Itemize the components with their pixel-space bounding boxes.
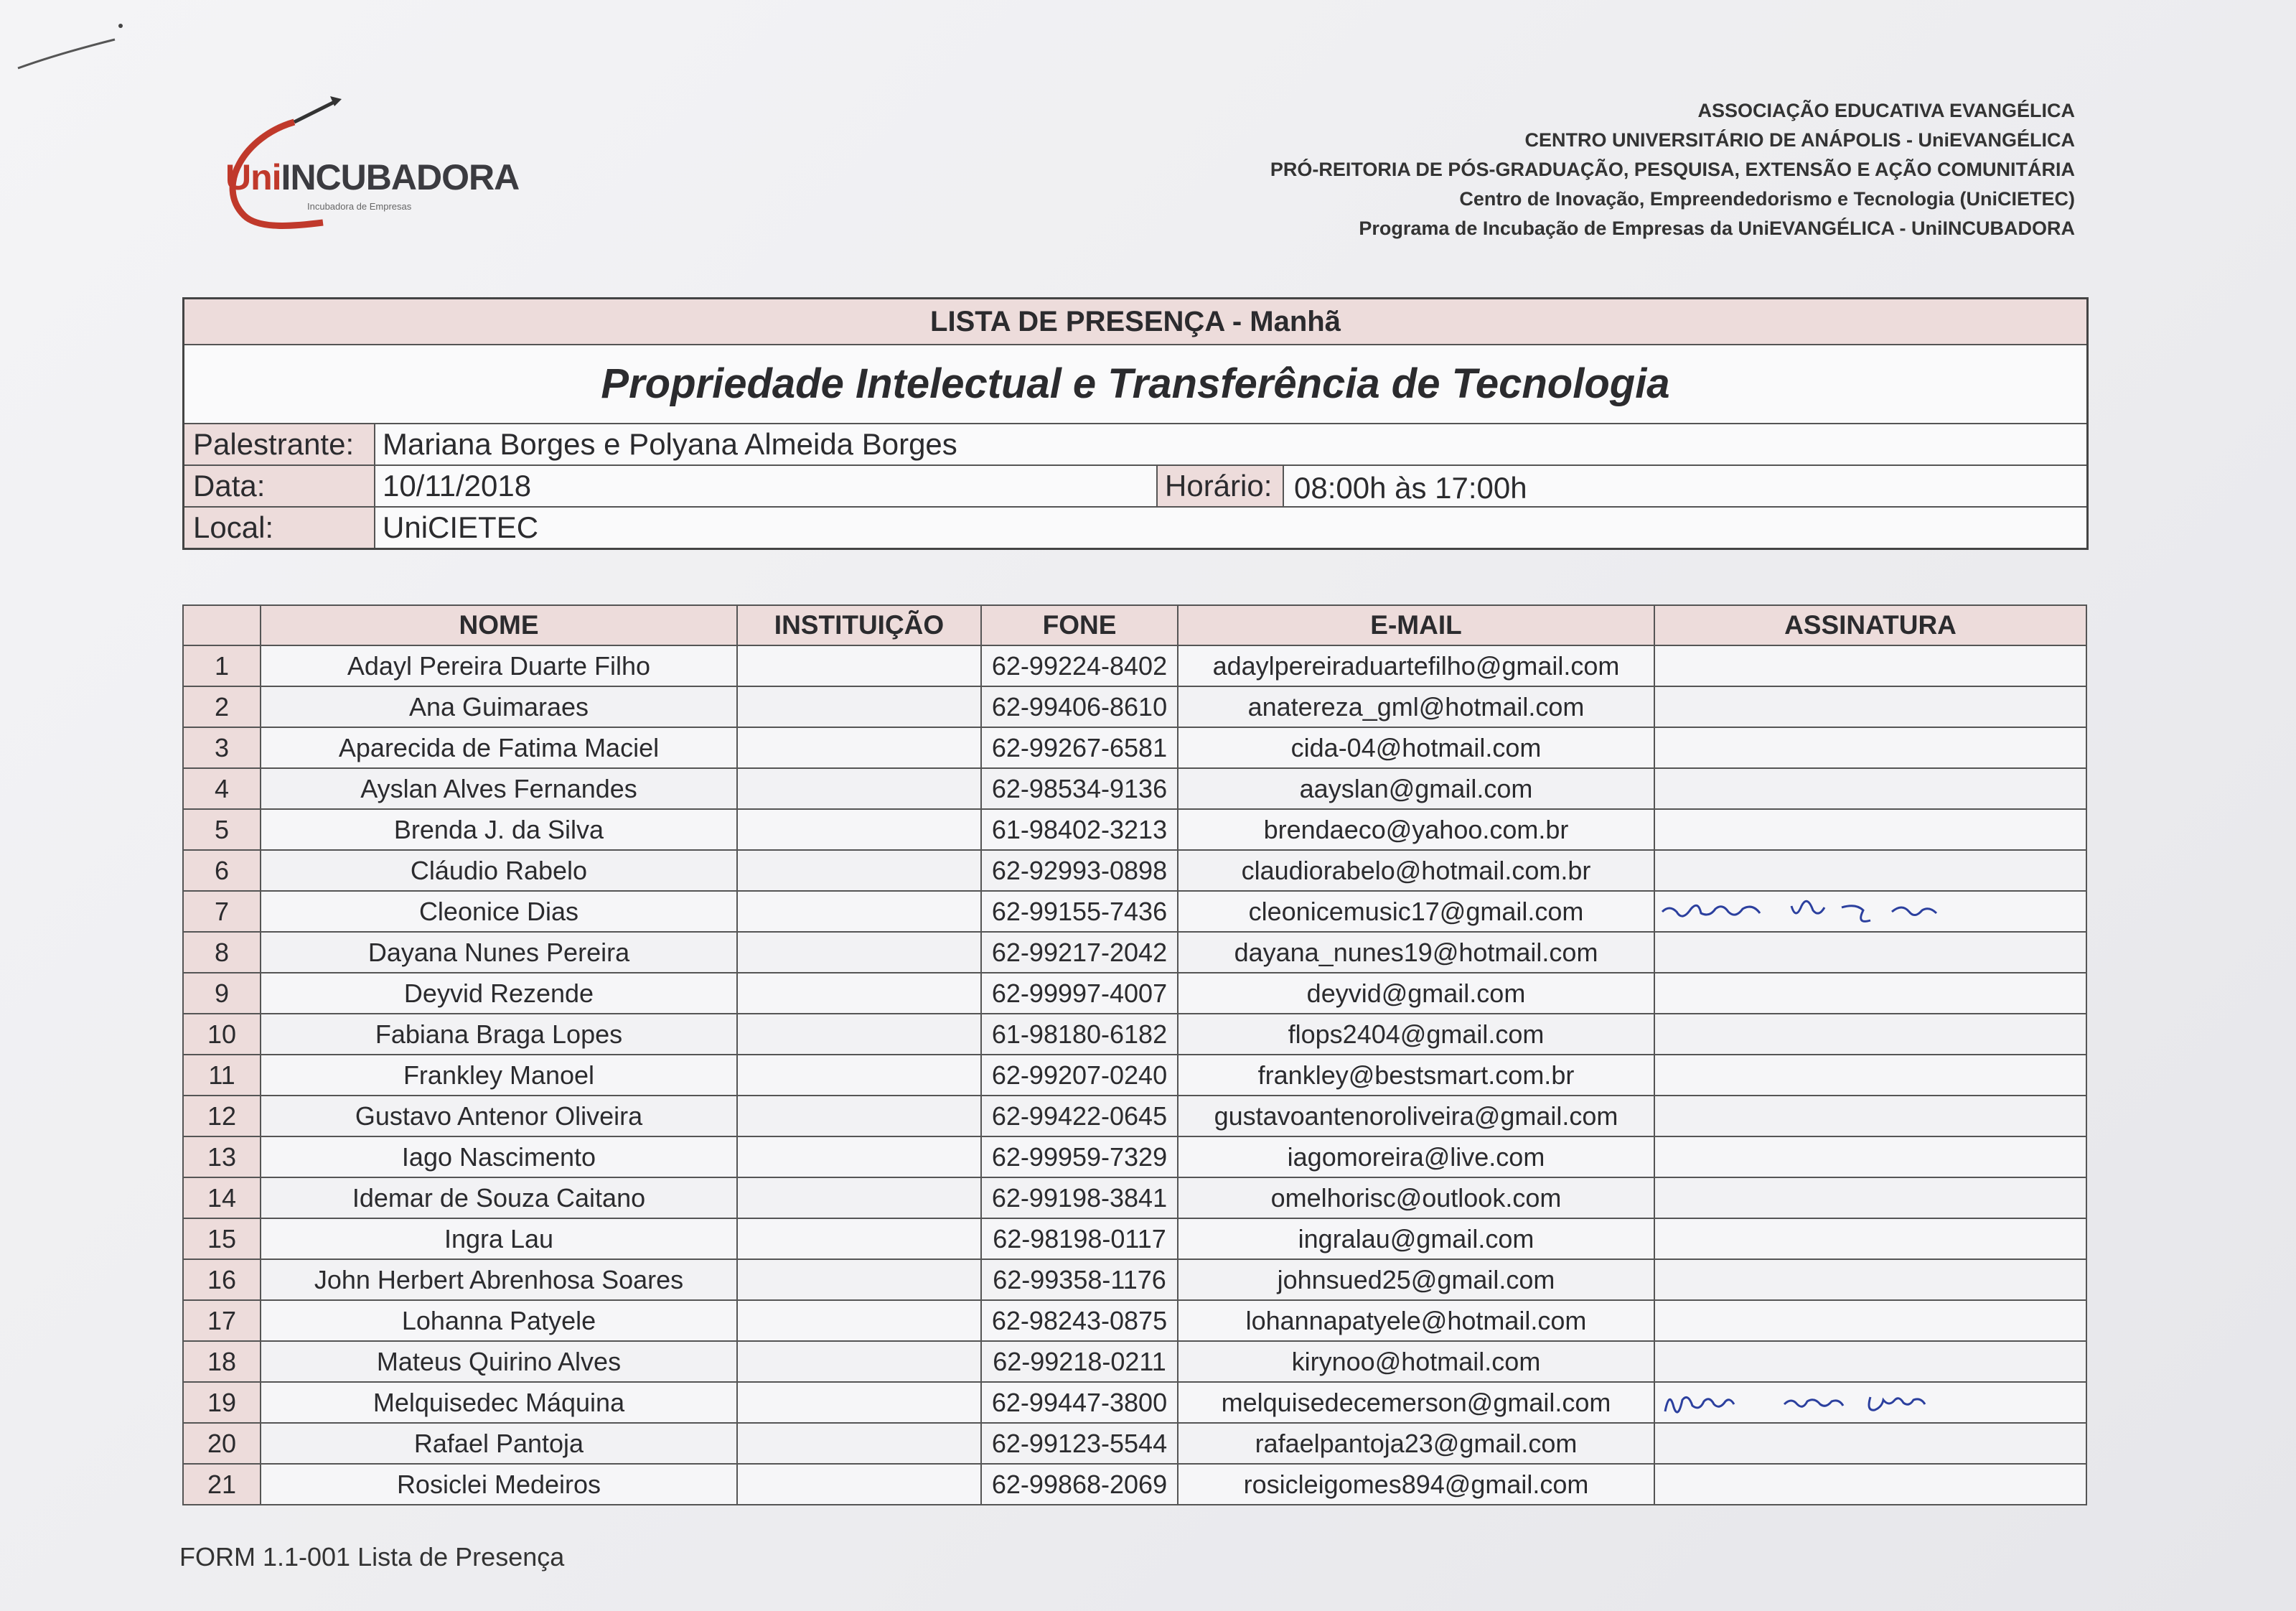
- table-row: [183, 727, 2086, 768]
- column-header-signature: ASSINATURA: [1654, 605, 2086, 645]
- email-cell: rafaelpantoja23@gmail.com: [1178, 1423, 1654, 1464]
- table-row: [183, 686, 2086, 727]
- institution-cell: [737, 1382, 981, 1423]
- speaker-row: [184, 424, 2086, 466]
- row-number-cell: 13: [183, 1136, 261, 1177]
- table-row: [183, 1136, 2086, 1177]
- name-cell: Dayana Nunes Pereira: [261, 932, 737, 973]
- column-header-number: [183, 605, 261, 645]
- row-number-cell: 21: [183, 1464, 261, 1505]
- institution-cell: [737, 1218, 981, 1259]
- institution-header: [1270, 96, 2075, 243]
- institution-line: Programa de Incubação de Empresas da UniEVANGÉLICA - UniINCUBADORA: [1359, 218, 2075, 239]
- phone-cell: 62-99959-7329: [981, 1136, 1178, 1177]
- signature-cell: [1654, 645, 2086, 686]
- phone-cell: 62-99218-0211: [981, 1341, 1178, 1382]
- name-cell: Cleonice Dias: [261, 891, 737, 932]
- date-value: 10/11/2018: [383, 469, 532, 503]
- signature-cell: [1654, 850, 2086, 891]
- email-cell: iagomoreira@live.com: [1178, 1136, 1654, 1177]
- column-header-email: E-MAIL: [1178, 605, 1654, 645]
- email-cell: omelhorisc@outlook.com: [1178, 1177, 1654, 1218]
- row-number-cell: 16: [183, 1259, 261, 1300]
- table-row: [183, 645, 2086, 686]
- name-cell: Aparecida de Fatima Maciel: [261, 727, 737, 768]
- email-cell: anatereza_gml@hotmail.com: [1178, 686, 1654, 727]
- institution-cell: [737, 1259, 981, 1300]
- name-cell: Iago Nascimento: [261, 1136, 737, 1177]
- email-cell: claudiorabelo@hotmail.com.br: [1178, 850, 1654, 891]
- institution-cell: [737, 1055, 981, 1096]
- table-row: [183, 1177, 2086, 1218]
- signature-cell: [1654, 932, 2086, 973]
- signature-cell: [1654, 1055, 2086, 1096]
- phone-cell: 62-99217-2042: [981, 932, 1178, 973]
- phone-cell: 62-99358-1176: [981, 1259, 1178, 1300]
- phone-cell: 62-99207-0240: [981, 1055, 1178, 1096]
- phone-cell: 62-99868-2069: [981, 1464, 1178, 1505]
- name-cell: Ingra Lau: [261, 1218, 737, 1259]
- signature-cell: [1654, 809, 2086, 850]
- table-row: [183, 932, 2086, 973]
- column-header-phone: FONE: [981, 605, 1178, 645]
- table-row: [183, 1259, 2086, 1300]
- table-row: [183, 809, 2086, 850]
- row-number-cell: 11: [183, 1055, 261, 1096]
- table-row: [183, 850, 2086, 891]
- table-row: [183, 1464, 2086, 1505]
- row-number-cell: 12: [183, 1096, 261, 1136]
- email-cell: ingralau@gmail.com: [1178, 1218, 1654, 1259]
- table-row: [183, 891, 2086, 932]
- name-cell: Adayl Pereira Duarte Filho: [261, 645, 737, 686]
- phone-cell: 62-99155-7436: [981, 891, 1178, 932]
- signature-cell: [1654, 1136, 2086, 1177]
- table-row: [183, 1341, 2086, 1382]
- institution-line: Centro de Inovação, Empreendedorismo e Tecnologia (UniCIETEC): [1459, 188, 2075, 210]
- handwritten-signature: [1655, 1383, 2086, 1422]
- signature-cell: [1654, 1177, 2086, 1218]
- attendance-rows: [183, 645, 2086, 1505]
- logo-tagline: Incubadora de Empresas: [307, 201, 412, 212]
- institution-cell: [737, 1096, 981, 1136]
- time-value: 08:00h às 17:00h: [1294, 471, 1527, 505]
- institution-cell: [737, 850, 981, 891]
- table-header-row: [183, 605, 2086, 645]
- phone-cell: 62-99224-8402: [981, 645, 1178, 686]
- row-number-cell: 3: [183, 727, 261, 768]
- phone-cell: 62-99997-4007: [981, 973, 1178, 1014]
- phone-cell: 62-99198-3841: [981, 1177, 1178, 1218]
- table-row: [183, 1055, 2086, 1096]
- signature-cell: [1654, 1300, 2086, 1341]
- table-row: [183, 1423, 2086, 1464]
- email-cell: frankley@bestsmart.com.br: [1178, 1055, 1654, 1096]
- email-cell: brendaeco@yahoo.com.br: [1178, 809, 1654, 850]
- row-number-cell: 7: [183, 891, 261, 932]
- row-number-cell: 2: [183, 686, 261, 727]
- column-header-name: NOME: [261, 605, 737, 645]
- email-cell: lohannapatyele@hotmail.com: [1178, 1300, 1654, 1341]
- row-number-cell: 8: [183, 932, 261, 973]
- name-cell: Brenda J. da Silva: [261, 809, 737, 850]
- signature-cell: [1654, 1464, 2086, 1505]
- name-cell: Ana Guimaraes: [261, 686, 737, 727]
- signature-cell: [1654, 1259, 2086, 1300]
- row-number-cell: 6: [183, 850, 261, 891]
- signature-cell: [1654, 727, 2086, 768]
- row-number-cell: 17: [183, 1300, 261, 1341]
- institution-cell: [737, 645, 981, 686]
- signature-cell: [1654, 1423, 2086, 1464]
- table-row: [183, 1096, 2086, 1136]
- signature-cell: [1654, 1341, 2086, 1382]
- name-cell: Frankley Manoel: [261, 1055, 737, 1096]
- email-cell: cleonicemusic17@gmail.com: [1178, 891, 1654, 932]
- signature-cell: [1654, 891, 2086, 932]
- email-cell: cida-04@hotmail.com: [1178, 727, 1654, 768]
- logo-brand-prefix: Uni: [225, 157, 281, 197]
- signature-cell: [1654, 686, 2086, 727]
- email-cell: adaylpereiraduartefilho@gmail.com: [1178, 645, 1654, 686]
- institution-cell: [737, 686, 981, 727]
- phone-cell: 62-98243-0875: [981, 1300, 1178, 1341]
- phone-cell: 62-98534-9136: [981, 768, 1178, 809]
- name-cell: Rafael Pantoja: [261, 1423, 737, 1464]
- institution-cell: [737, 932, 981, 973]
- event-info-box: [182, 297, 2089, 550]
- row-number-cell: 1: [183, 645, 261, 686]
- institution-cell: [737, 1423, 981, 1464]
- institution-cell: [737, 1300, 981, 1341]
- institution-cell: [737, 891, 981, 932]
- speaker-label: Palestrante:: [184, 424, 375, 464]
- name-cell: Rosiclei Medeiros: [261, 1464, 737, 1505]
- institution-cell: [737, 768, 981, 809]
- course-title: Propriedade Intelectual e Transferência de Tecnologia: [184, 345, 2086, 424]
- phone-cell: 62-99123-5544: [981, 1423, 1178, 1464]
- institution-cell: [737, 1341, 981, 1382]
- institution-cell: [737, 727, 981, 768]
- row-number-cell: 9: [183, 973, 261, 1014]
- list-title: LISTA DE PRESENÇA - Manhã: [184, 299, 2086, 345]
- phone-cell: 62-92993-0898: [981, 850, 1178, 891]
- phone-cell: 62-98198-0117: [981, 1218, 1178, 1259]
- date-label: Data:: [184, 466, 375, 506]
- row-number-cell: 5: [183, 809, 261, 850]
- email-cell: flops2404@gmail.com: [1178, 1014, 1654, 1055]
- phone-cell: 62-99267-6581: [981, 727, 1178, 768]
- phone-cell: 61-98402-3213: [981, 809, 1178, 850]
- email-cell: deyvid@gmail.com: [1178, 973, 1654, 1014]
- signature-cell: [1654, 768, 2086, 809]
- email-cell: gustavoantenoroliveira@gmail.com: [1178, 1096, 1654, 1136]
- signature-cell: [1654, 1382, 2086, 1423]
- institution-line: ASSOCIAÇÃO EDUCATIVA EVANGÉLICA: [1697, 100, 2075, 121]
- phone-cell: 61-98180-6182: [981, 1014, 1178, 1055]
- signature-cell: [1654, 1218, 2086, 1259]
- row-number-cell: 19: [183, 1382, 261, 1423]
- row-number-cell: 18: [183, 1341, 261, 1382]
- name-cell: Gustavo Antenor Oliveira: [261, 1096, 737, 1136]
- logo-brand-main: INCUBADORA: [281, 157, 520, 197]
- table-row: [183, 768, 2086, 809]
- institution-cell: [737, 809, 981, 850]
- name-cell: Fabiana Braga Lopes: [261, 1014, 737, 1055]
- location-value: UniCIETEC: [383, 510, 539, 544]
- table-row: [183, 1218, 2086, 1259]
- phone-cell: 62-99422-0645: [981, 1096, 1178, 1136]
- name-cell: Cláudio Rabelo: [261, 850, 737, 891]
- signature-cell: [1654, 1096, 2086, 1136]
- name-cell: Mateus Quirino Alves: [261, 1341, 737, 1382]
- email-cell: kirynoo@hotmail.com: [1178, 1341, 1654, 1382]
- form-code: FORM 1.1-001 Lista de Presença: [179, 1542, 565, 1572]
- row-number-cell: 15: [183, 1218, 261, 1259]
- row-number-cell: 4: [183, 768, 261, 809]
- row-number-cell: 20: [183, 1423, 261, 1464]
- phone-cell: 62-99406-8610: [981, 686, 1178, 727]
- table-row: [183, 1300, 2086, 1341]
- location-row: [184, 508, 2086, 548]
- logo-wordmark: [225, 157, 519, 198]
- institution-line: CENTRO UNIVERSITÁRIO DE ANÁPOLIS - UniEVANGÉLICA: [1524, 129, 2075, 151]
- table-row: [183, 1382, 2086, 1423]
- email-cell: rosicleigomes894@gmail.com: [1178, 1464, 1654, 1505]
- location-label: Local:: [184, 508, 375, 548]
- pen-scratch-mark: [14, 22, 129, 79]
- handwritten-signature: [1655, 892, 2086, 931]
- signature-cell: [1654, 973, 2086, 1014]
- speaker-value: Mariana Borges e Polyana Almeida Borges: [383, 427, 957, 461]
- row-number-cell: 10: [183, 1014, 261, 1055]
- email-cell: johnsued25@gmail.com: [1178, 1259, 1654, 1300]
- name-cell: Melquisedec Máquina: [261, 1382, 737, 1423]
- institution-cell: [737, 1136, 981, 1177]
- table-row: [183, 973, 2086, 1014]
- institution-cell: [737, 1177, 981, 1218]
- attendance-table: [182, 604, 2087, 1505]
- name-cell: Lohanna Patyele: [261, 1300, 737, 1341]
- signature-cell: [1654, 1014, 2086, 1055]
- name-cell: Idemar de Souza Caitano: [261, 1177, 737, 1218]
- phone-cell: 62-99447-3800: [981, 1382, 1178, 1423]
- time-label: Horário:: [1156, 466, 1284, 506]
- name-cell: John Herbert Abrenhosa Soares: [261, 1259, 737, 1300]
- uniincubadora-logo: [215, 93, 520, 237]
- table-row: [183, 1014, 2086, 1055]
- email-cell: dayana_nunes19@hotmail.com: [1178, 932, 1654, 973]
- row-number-cell: 14: [183, 1177, 261, 1218]
- email-cell: melquisedecemerson@gmail.com: [1178, 1382, 1654, 1423]
- institution-cell: [737, 1464, 981, 1505]
- institution-cell: [737, 973, 981, 1014]
- date-row: [184, 466, 2086, 508]
- email-cell: aayslan@gmail.com: [1178, 768, 1654, 809]
- column-header-institution: INSTITUIÇÃO: [737, 605, 981, 645]
- name-cell: Ayslan Alves Fernandes: [261, 768, 737, 809]
- institution-cell: [737, 1014, 981, 1055]
- institution-line: PRÓ-REITORIA DE PÓS-GRADUAÇÃO, PESQUISA, EXTENSÃO E AÇÃO COMUNITÁRIA: [1270, 159, 2075, 180]
- name-cell: Deyvid Rezende: [261, 973, 737, 1014]
